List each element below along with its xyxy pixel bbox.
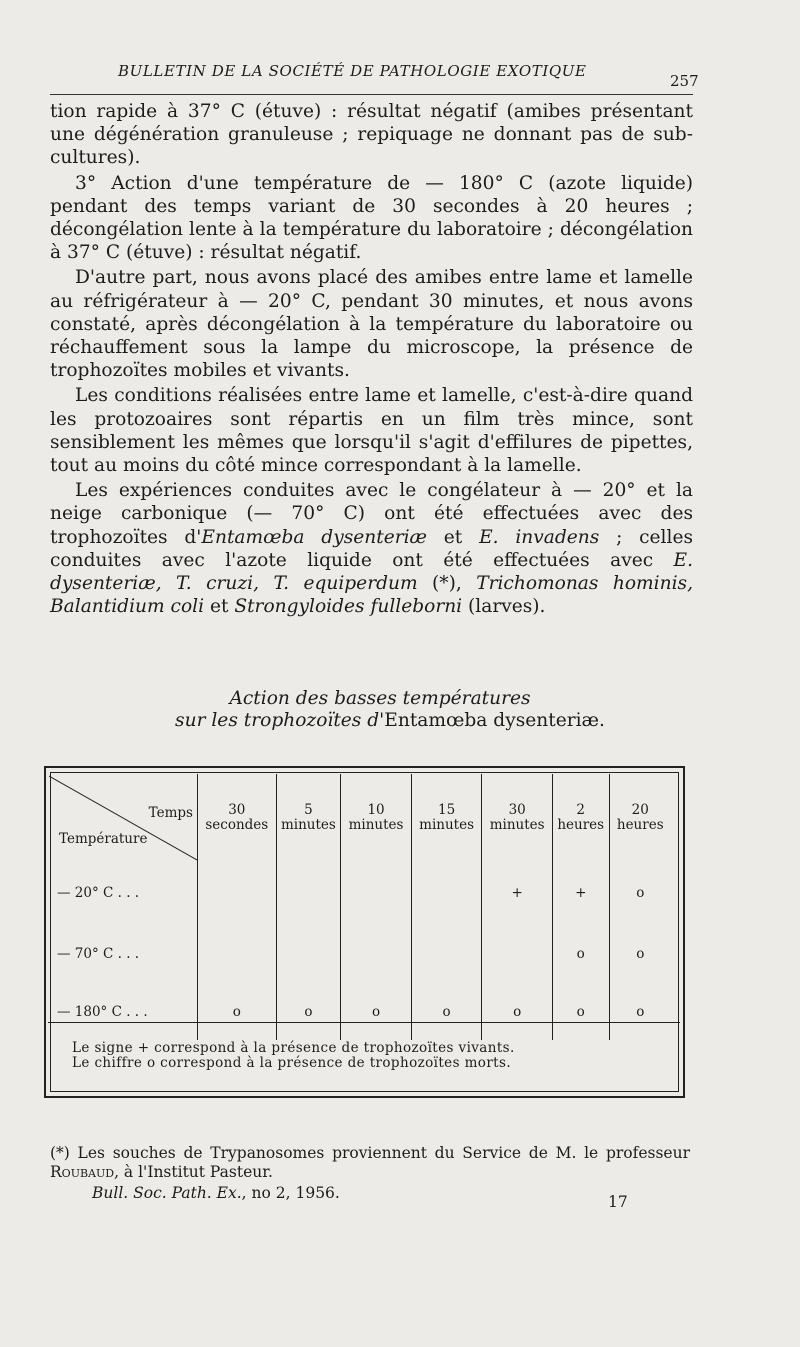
footnote-name: Roubaud (50, 1163, 115, 1181)
species-list-1: E. dysenteriæ, T. cruzi, T. equiperdum (50, 549, 693, 595)
table-cell: o (276, 984, 341, 1040)
corner-label-time: Temps (148, 805, 193, 821)
table-cell (198, 862, 277, 923)
signature-mark: 17 (608, 1193, 628, 1211)
paragraph-4: Les conditions réalisées entre lame et lamelle, c'est-à-dire quand les protozoaires sont répartis en un film très mince, sont sensiblement les mêmes que lorsqu'il s'agit d'effilures de pipettes, tout au moins du côté mince correspondant à la lamelle. (50, 385, 693, 477)
column-header: 10 minutes (341, 774, 412, 862)
page-number: 257 (670, 72, 699, 90)
caption-line-2 (50, 710, 690, 732)
table-row (49, 923, 671, 984)
paragraph-5 (50, 479, 693, 618)
table-divider (48, 1022, 680, 1023)
table-cell: + (552, 862, 609, 923)
paragraph-2: 3° Action d'une température de — 180° C (azote liquide) pendant des temps variant de 30 secondes à 20 heures ; décongélation lente à la température du laboratoire ; décongélation à 37° C (étuve) : résultat négatif. (50, 172, 693, 264)
table-cell (276, 923, 341, 984)
p5-text-a: Les expériences conduites avec le congélateur à — 20° et la neige carbonique (— 70° C) ont été effectuées avec des trophozoïtes d' (50, 480, 693, 548)
caption-line-1: Action des basses températures (229, 688, 531, 709)
table-cell (198, 923, 277, 984)
citation-issue: , no 2, 1956. (241, 1184, 340, 1202)
table-cell: o (411, 984, 482, 1040)
p5-text-g: (*), (417, 573, 477, 595)
species-entamoeba: Entamœba dysenteriæ (201, 526, 428, 548)
table-cell (341, 923, 412, 984)
table-cell (276, 862, 341, 923)
citation (92, 1184, 340, 1202)
table-row (49, 984, 671, 1040)
column-header: 5 minutes (276, 774, 341, 862)
table-caption (50, 688, 690, 732)
paragraph-3: D'autre part, nous avons placé des amibes entre lame et lamelle au réfrigérateur à — 20° C, pendant 30 minutes, et nous avons constaté, après décongélation à la température du laboratoire ou réchauffement sous la lampe du microscope, la présence de trophozoïtes mobiles et vivants. (50, 267, 693, 382)
table-cell: o (609, 984, 671, 1040)
p5-text-k: (larves). (462, 596, 546, 618)
body-text (50, 100, 693, 620)
column-header: 15 minutes (411, 774, 482, 862)
table-cell: o (552, 984, 609, 1040)
table-cell (341, 862, 412, 923)
citation-journal: Bull. Soc. Path. Ex. (92, 1184, 242, 1202)
footnote-text-b: , à l'Institut Pasteur. (114, 1163, 273, 1181)
legend-line-2: Le chiffre o correspond à la présence de trophozoïtes morts. (72, 1055, 512, 1071)
table-cell: o (609, 923, 671, 984)
table-cell: o (609, 862, 671, 923)
row-label: — 20° C . . . (57, 884, 140, 901)
table-cell: o (198, 984, 277, 1040)
paragraph-1: tion rapide à 37° C (étuve) : résultat négatif (amibes présentant une dégénération granuleuse ; repiquage ne donnant pas de sub-cultures). (50, 101, 693, 169)
p5-text-i: et (204, 596, 235, 618)
footnote-text-a: (*) Les souches de Trypanosomes proviennent du Service de M. le professeur (50, 1144, 690, 1162)
results-table (49, 774, 671, 1040)
table-cell: o (552, 923, 609, 984)
legend-line-1: Le signe + correspond à la présence de trophozoïtes vivants. (72, 1040, 515, 1056)
table-cell: + (482, 862, 553, 923)
footnote (50, 1144, 690, 1182)
p5-text-c: et (427, 526, 480, 548)
table-cell (411, 923, 482, 984)
caption-italic: sur les trophozoïtes d' (175, 710, 385, 731)
running-title: BULLETIN DE LA SOCIÉTÉ DE PATHOLOGIE EXOTIQUE (118, 62, 587, 80)
column-header: 30 minutes (482, 774, 553, 862)
corner-label-temperature: Température (59, 831, 148, 847)
species-invadens: E. invadens (479, 526, 600, 548)
table-row (49, 862, 671, 923)
row-label: — 180° C . . . (57, 1004, 148, 1020)
table-header-row (49, 774, 671, 862)
table-cell (482, 923, 553, 984)
column-header: 30 secondes (198, 774, 277, 862)
corner-header-cell (49, 774, 198, 862)
table-cell (411, 862, 482, 923)
species-list-2: Trichomonas hominis, Balantidium coli (50, 573, 693, 618)
species-strongyloides: Strongyloides fulleborni (234, 596, 463, 618)
table-cell: o (341, 984, 412, 1040)
column-header: 2 heures (552, 774, 609, 862)
p5-text-e: ; celles conduites avec l'azote liquide ont été effectuées avec (50, 526, 693, 571)
column-header: 20 heures (609, 774, 671, 862)
row-label: — 70° C . . . (57, 945, 140, 962)
header-rule (50, 94, 693, 95)
table-legend (72, 1041, 632, 1071)
caption-species: Entamœba dysenteriæ. (384, 710, 605, 731)
table-cell: o (482, 984, 553, 1040)
